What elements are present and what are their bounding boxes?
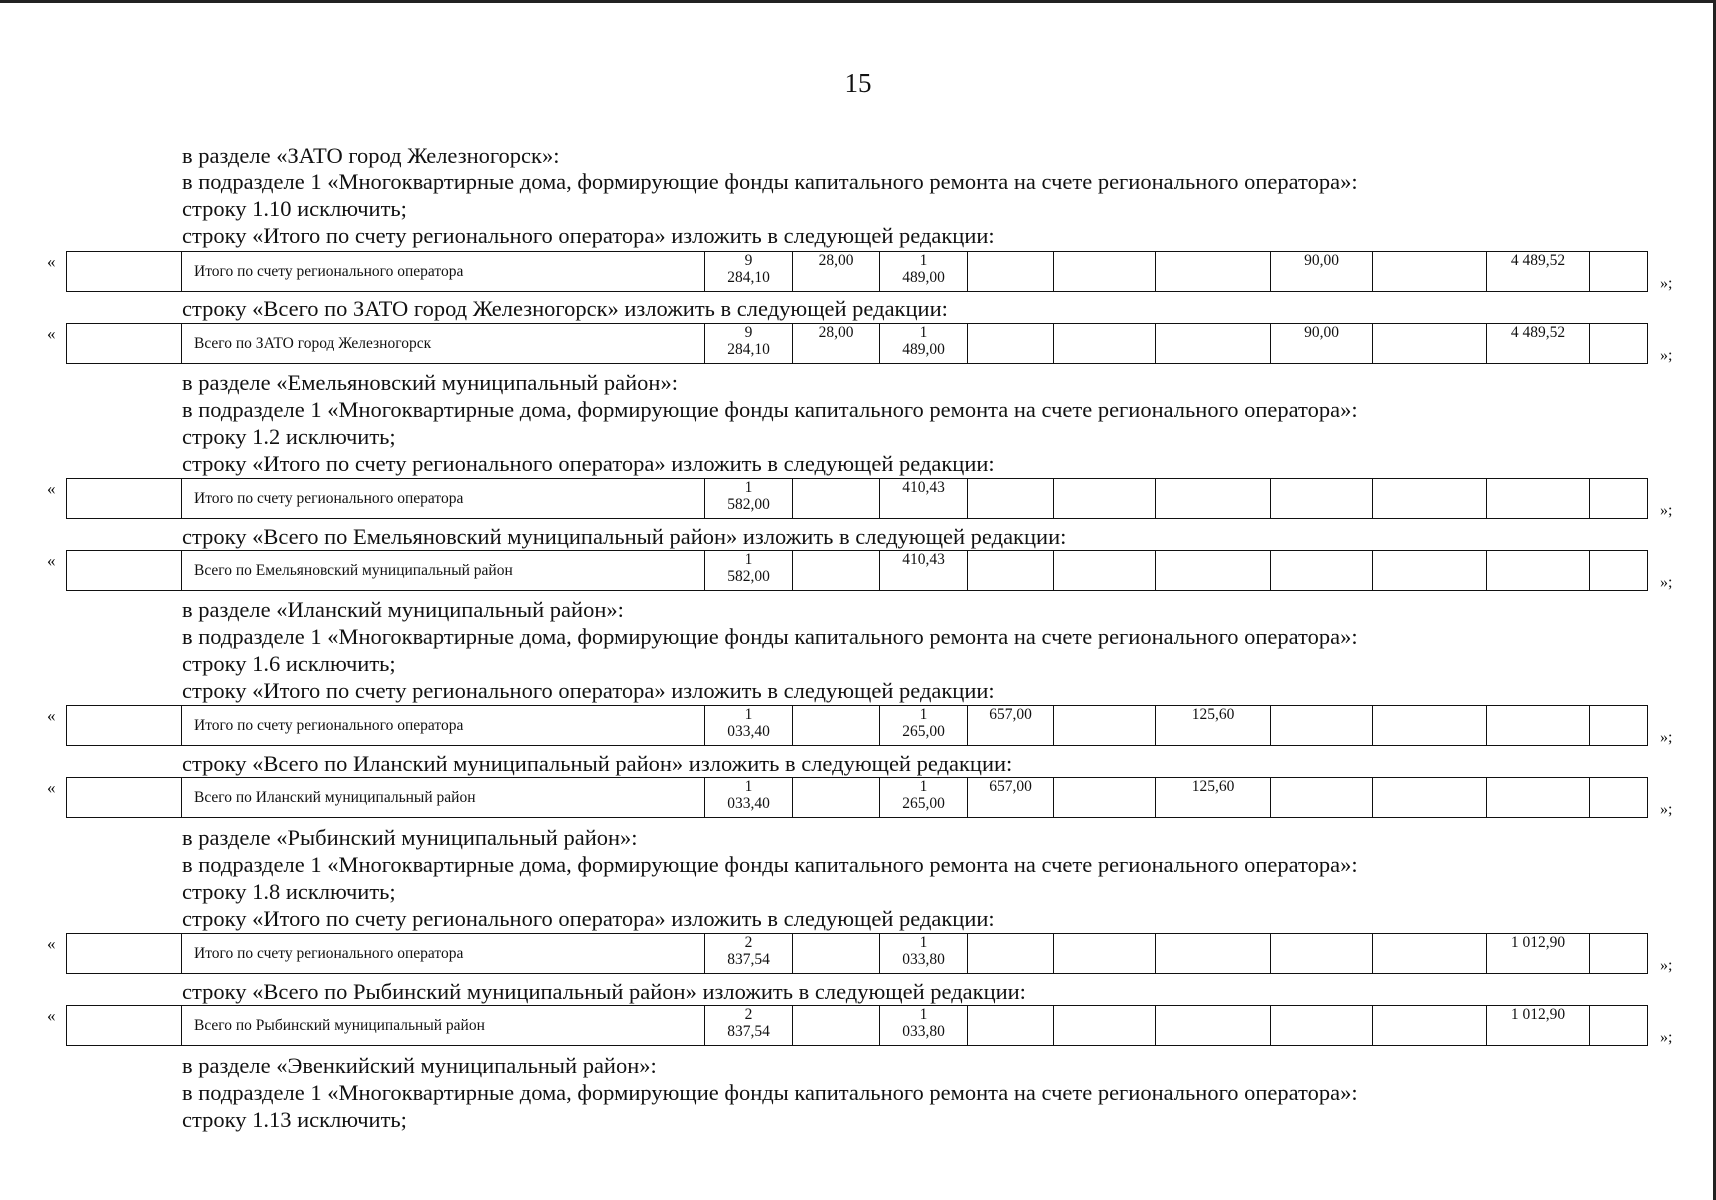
- table-cell: [1487, 479, 1590, 519]
- table-cell: [1373, 1006, 1487, 1046]
- table-cell: [1054, 479, 1156, 519]
- quote-open: «: [47, 778, 56, 797]
- table-cell: 1 489,00: [880, 324, 968, 364]
- table-cell: [1373, 252, 1487, 292]
- table-cell: [1156, 252, 1271, 292]
- table-cell: [1054, 706, 1156, 746]
- table-cell: 1 265,00: [880, 778, 968, 818]
- quote-open: «: [47, 252, 56, 271]
- table-cell: 125,60: [1156, 778, 1271, 818]
- table-cell: [67, 479, 182, 519]
- table-cell: 90,00: [1271, 324, 1373, 364]
- vsego-instruction: строку «Всего по Емельяновский муниципальный район» изложить в следующей редакции:: [182, 524, 1067, 549]
- table-cell: [1487, 706, 1590, 746]
- table-row: [67, 934, 1648, 974]
- table-cell: [1054, 1006, 1156, 1046]
- table-cell: 657,00: [968, 706, 1054, 746]
- table-cell: [1271, 778, 1373, 818]
- table-cell: [1156, 479, 1271, 519]
- table-cell: [1271, 1006, 1373, 1046]
- row-name: Всего по Емельяновский муниципальный район: [182, 551, 705, 591]
- table-cell: 1 582,00: [705, 551, 793, 591]
- table-row: [67, 778, 1648, 818]
- vsego-row-table: [66, 777, 1648, 818]
- table-cell: 1 582,00: [705, 479, 793, 519]
- quote-close: »;: [1660, 957, 1673, 974]
- quote-open: «: [47, 934, 56, 953]
- table-cell: [968, 551, 1054, 591]
- table-cell: [1590, 706, 1648, 746]
- table-cell: [1590, 252, 1648, 292]
- subsection-heading: в подразделе 1 «Многоквартирные дома, формирующие фонды капитального ремонта на счете регионального оператора»:: [182, 624, 1358, 649]
- quote-close: »;: [1660, 729, 1673, 746]
- table-cell: 1 012,90: [1487, 934, 1590, 974]
- table-cell: [1373, 479, 1487, 519]
- row-name: Итого по счету регионального оператора: [182, 479, 705, 519]
- table-cell: 1 265,00: [880, 706, 968, 746]
- itogo-instruction: строку «Итого по счету регионального оператора» изложить в следующей редакции:: [182, 906, 995, 931]
- table-cell: 1 033,80: [880, 1006, 968, 1046]
- row-name: Итого по счету регионального оператора: [182, 934, 705, 974]
- table-cell: [67, 934, 182, 974]
- table-cell: 90,00: [1271, 252, 1373, 292]
- subsection-heading: в подразделе 1 «Многоквартирные дома, формирующие фонды капитального ремонта на счете регионального оператора»:: [182, 852, 1358, 877]
- quote-close: »;: [1660, 347, 1673, 364]
- table-cell: [1271, 479, 1373, 519]
- table-cell: [67, 252, 182, 292]
- exclude-instruction: строку 1.10 исключить;: [182, 196, 407, 221]
- scan-border-top: [0, 0, 1716, 3]
- table-cell: [968, 324, 1054, 364]
- subsection-heading: в подразделе 1 «Многоквартирные дома, формирующие фонды капитального ремонта на счете регионального оператора»:: [182, 397, 1358, 422]
- subsection-heading: в подразделе 1 «Многоквартирные дома, формирующие фонды капитального ремонта на счете регионального оператора»:: [182, 169, 1358, 194]
- table-cell: [793, 934, 880, 974]
- table-cell: [67, 778, 182, 818]
- table-cell: [1271, 706, 1373, 746]
- table-cell: [1054, 934, 1156, 974]
- quote-close: »;: [1660, 502, 1673, 519]
- vsego-instruction: строку «Всего по Иланский муниципальный район» изложить в следующей редакции:: [182, 751, 1013, 776]
- quote-open: «: [47, 324, 56, 343]
- itogo-row-table: [66, 705, 1648, 746]
- row-name: Всего по Иланский муниципальный район: [182, 778, 705, 818]
- section-heading: в разделе «Иланский муниципальный район»:: [182, 597, 624, 622]
- page-number: 15: [844, 68, 872, 98]
- itogo-instruction: строку «Итого по счету регионального оператора» изложить в следующей редакции:: [182, 451, 995, 476]
- table-cell: [1054, 252, 1156, 292]
- vsego-row-table: [66, 1005, 1648, 1046]
- table-cell: [1590, 1006, 1648, 1046]
- table-row: [67, 479, 1648, 519]
- table-cell: [968, 479, 1054, 519]
- table-cell: [1487, 778, 1590, 818]
- table-cell: 9 284,10: [705, 324, 793, 364]
- table-cell: [1054, 324, 1156, 364]
- table-row: [67, 551, 1648, 591]
- exclude-instruction: строку 1.6 исключить;: [182, 651, 396, 676]
- table-cell: [968, 1006, 1054, 1046]
- quote-close: »;: [1660, 275, 1673, 292]
- table-cell: [1156, 934, 1271, 974]
- table-cell: [1373, 934, 1487, 974]
- section-heading: в разделе «Емельяновский муниципальный район»:: [182, 370, 678, 395]
- table-cell: [1590, 324, 1648, 364]
- table-row: [67, 1006, 1648, 1046]
- table-cell: [1054, 551, 1156, 591]
- table-cell: [1487, 551, 1590, 591]
- table-cell: [1373, 778, 1487, 818]
- vsego-instruction: строку «Всего по Рыбинский муниципальный район» изложить в следующей редакции:: [182, 979, 1026, 1004]
- table-cell: [1373, 706, 1487, 746]
- table-cell: [793, 479, 880, 519]
- subsection-heading: в подразделе 1 «Многоквартирные дома, формирующие фонды капитального ремонта на счете регионального оператора»:: [182, 1080, 1358, 1105]
- table-row: [67, 252, 1648, 292]
- vsego-row-table: [66, 550, 1648, 591]
- itogo-instruction: строку «Итого по счету регионального оператора» изложить в следующей редакции:: [182, 223, 995, 248]
- table-cell: [1271, 934, 1373, 974]
- section-heading: в разделе «Рыбинский муниципальный район»:: [182, 825, 638, 850]
- table-cell: 28,00: [793, 324, 880, 364]
- table-cell: [67, 1006, 182, 1046]
- quote-open: «: [47, 1006, 56, 1025]
- table-cell: [1590, 479, 1648, 519]
- itogo-instruction: строку «Итого по счету регионального оператора» изложить в следующей редакции:: [182, 678, 995, 703]
- table-cell: [968, 252, 1054, 292]
- table-cell: [1156, 1006, 1271, 1046]
- table-cell: 657,00: [968, 778, 1054, 818]
- exclude-instruction: строку 1.13 исключить;: [182, 1107, 407, 1132]
- table-cell: 1 033,40: [705, 706, 793, 746]
- table-row: [67, 324, 1648, 364]
- exclude-instruction: строку 1.8 исключить;: [182, 879, 396, 904]
- row-name: Всего по Рыбинский муниципальный район: [182, 1006, 705, 1046]
- table-cell: [1373, 324, 1487, 364]
- row-name: Всего по ЗАТО город Железногорск: [182, 324, 705, 364]
- table-cell: 1 489,00: [880, 252, 968, 292]
- section-heading: в разделе «ЗАТО город Железногорск»:: [182, 143, 560, 168]
- table-cell: [793, 1006, 880, 1046]
- quote-close: »;: [1660, 574, 1673, 591]
- vsego-row-table: [66, 323, 1648, 364]
- row-name: Итого по счету регионального оператора: [182, 252, 705, 292]
- table-cell: [1054, 778, 1156, 818]
- table-cell: 28,00: [793, 252, 880, 292]
- table-cell: [1373, 551, 1487, 591]
- table-cell: 4 489,52: [1487, 324, 1590, 364]
- table-cell: 9 284,10: [705, 252, 793, 292]
- table-cell: 4 489,52: [1487, 252, 1590, 292]
- section-heading: в разделе «Эвенкийский муниципальный район»:: [182, 1053, 657, 1078]
- quote-close: »;: [1660, 1029, 1673, 1046]
- vsego-instruction: строку «Всего по ЗАТО город Железногорск» изложить в следующей редакции:: [182, 296, 948, 321]
- table-cell: 410,43: [880, 551, 968, 591]
- table-cell: [1156, 551, 1271, 591]
- table-cell: [1590, 934, 1648, 974]
- itogo-row-table: [66, 478, 1648, 519]
- table-cell: 125,60: [1156, 706, 1271, 746]
- itogo-row-table: [66, 251, 1648, 292]
- table-cell: [1590, 551, 1648, 591]
- table-cell: 1 012,90: [1487, 1006, 1590, 1046]
- table-cell: [793, 551, 880, 591]
- exclude-instruction: строку 1.2 исключить;: [182, 424, 396, 449]
- table-cell: 2 837,54: [705, 1006, 793, 1046]
- quote-close: »;: [1660, 801, 1673, 818]
- table-cell: 410,43: [880, 479, 968, 519]
- quote-open: «: [47, 479, 56, 498]
- quote-open: «: [47, 551, 56, 570]
- table-cell: [67, 706, 182, 746]
- table-cell: [67, 324, 182, 364]
- table-cell: [793, 778, 880, 818]
- itogo-row-table: [66, 933, 1648, 974]
- table-cell: 1 033,80: [880, 934, 968, 974]
- table-cell: [1271, 551, 1373, 591]
- table-row: [67, 706, 1648, 746]
- table-cell: [968, 934, 1054, 974]
- row-name: Итого по счету регионального оператора: [182, 706, 705, 746]
- table-cell: [67, 551, 182, 591]
- table-cell: [793, 706, 880, 746]
- table-cell: 1 033,40: [705, 778, 793, 818]
- table-cell: [1156, 324, 1271, 364]
- table-cell: 2 837,54: [705, 934, 793, 974]
- table-cell: [1590, 778, 1648, 818]
- quote-open: «: [47, 706, 56, 725]
